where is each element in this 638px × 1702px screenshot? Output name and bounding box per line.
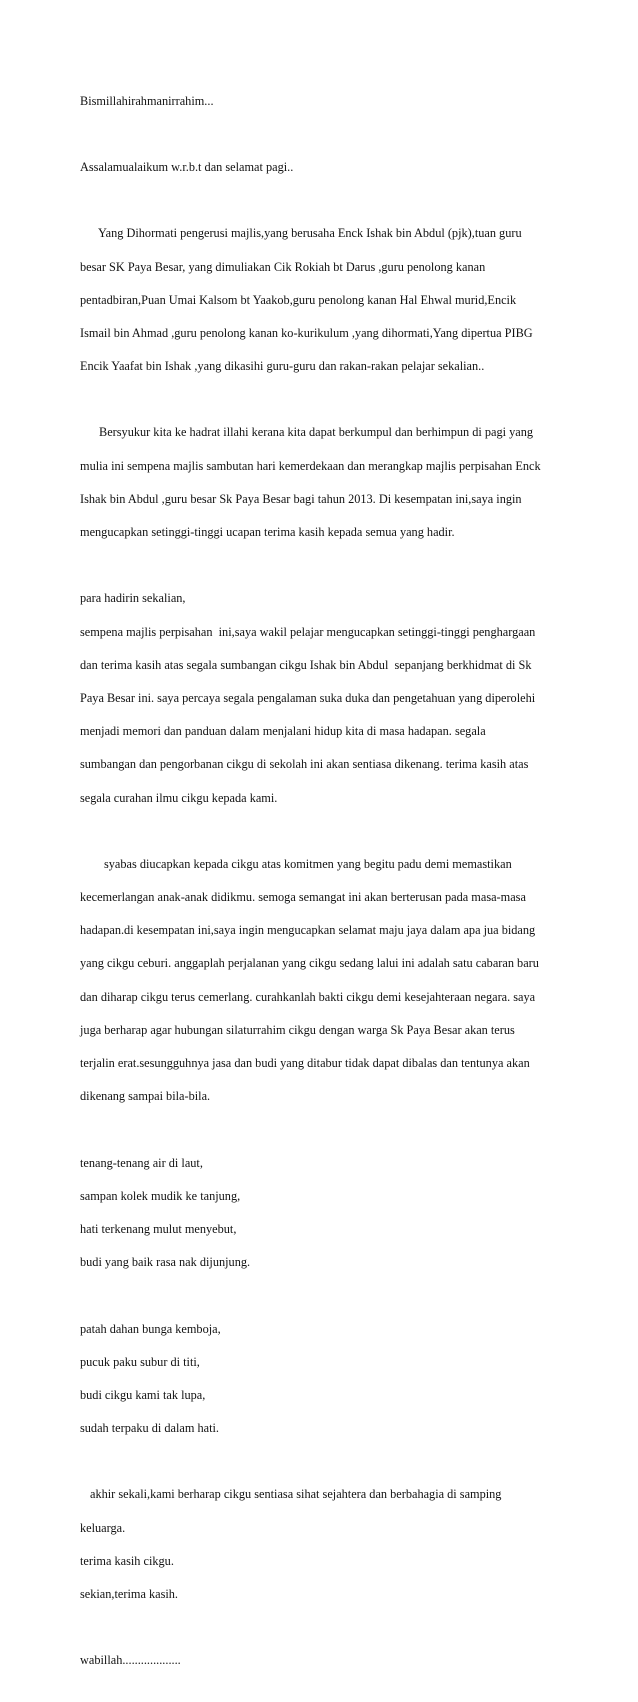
greeting-text: Assalamualaikum w.r.b.t dan selamat pagi.. [80,159,294,174]
gratitude-line: Bersyukur kita ke hadrat illahi kerana kita dapat berkumpul dan berhimpun di pagi yang [99,425,534,440]
pantun-line: sudah terpaku di dalam hati. [80,1421,219,1436]
farewell-line: para hadirin sekalian, [80,591,186,606]
salutation-paragraph [80,209,560,392]
greeting-line [80,142,560,192]
praise-paragraph [80,839,560,1121]
pantun-line: budi yang baik rasa nak dijunjung. [80,1255,251,1270]
salutation-line: besar SK Paya Besar, yang dimuliakan Cik Rokiah bt Darus ,guru penolong kanan [80,259,486,274]
gratitude-paragraph [80,408,560,557]
farewell-line: dan terima kasih atas segala sumbangan cikgu Ishak bin Abdul sepanjang berkhidmat di Sk [80,657,532,672]
opening-line [80,76,560,126]
pantun-line: patah dahan bunga kemboja, [80,1321,221,1336]
salutation-line: Encik Yaafat bin Ishak ,yang dikasihi guru-guru dan rakan-rakan pelajar sekalian.. [80,359,485,374]
closing-line: terima kasih cikgu. [80,1553,174,1568]
pantun-second [80,1304,560,1453]
ending-line [80,1636,560,1686]
pantun-line: pucuk paku subur di titi, [80,1354,200,1369]
pantun-line: tenang-tenang air di laut, [80,1155,203,1170]
pantun-line: budi cikgu kami tak lupa, [80,1387,206,1402]
salutation-line: Yang Dihormati pengerusi majlis,yang berusaha Enck Ishak bin Abdul (pjk),tuan guru [98,226,522,241]
farewell-line: Paya Besar ini. saya percaya segala pengalaman suka duka dan pengetahuan yang diperolehi [80,690,536,705]
salutation-line: Ismail bin Ahmad ,guru penolong kanan ko-kurikulum ,yang dihormati,Yang dipertua PIBG [80,325,533,340]
salutation-line: pentadbiran,Puan Umai Kalsom bt Yaakob,guru penolong kanan Hal Ehwal murid,Encik [80,292,517,307]
pantun-line: sampan kolek mudik ke tanjung, [80,1188,241,1203]
praise-line: dikenang sampai bila-bila. [80,1089,211,1104]
document-page [80,76,560,1702]
ending-text: wabillah................... [80,1653,181,1668]
praise-line: syabas diucapkan kepada cikgu atas komitmen yang begitu padu demi memastikan [104,856,512,871]
closing-paragraph [80,1470,560,1619]
gratitude-line: mengucapkan setinggi-tinggi ucapan terima kasih kepada semua yang hadir. [80,525,455,540]
pantun-first [80,1138,560,1287]
praise-line: juga berharap agar hubungan silaturrahim cikgu dengan warga Sk Paya Besar akan terus [80,1022,515,1037]
praise-line: hadapan.di kesempatan ini,saya ingin mengucapkan selamat maju jaya dalam apa jua bidang [80,923,536,938]
farewell-line: segala curahan ilmu cikgu kepada kami. [80,790,278,805]
praise-line: yang cikgu ceburi. anggaplah perjalanan yang cikgu sedang lalui ini adalah satu cabaran baru [80,956,539,971]
farewell-line: menjadi memori dan panduan dalam menjalani hidup kita di masa hadapan. segala [80,724,486,739]
praise-line: dan diharap cikgu terus cemerlang. curahkanlah bakti cikgu demi kesejahteraan negara. saya [80,989,536,1004]
closing-line: akhir sekali,kami berharap cikgu sentiasa sihat sejahtera dan berbahagia di samping [90,1487,502,1502]
opening-text: Bismillahirahmanirrahim... [80,93,214,108]
praise-line: terjalin erat.sesungguhnya jasa dan budi yang ditabur tidak dapat dibalas dan tentunya akan [80,1056,530,1071]
farewell-paragraph [80,574,560,823]
gratitude-line: mulia ini sempena majlis sambutan hari kemerdekaan dan merangkap majlis perpisahan Enck [80,458,541,473]
gratitude-line: Ishak bin Abdul ,guru besar Sk Paya Besar bagi tahun 2013. Di kesempatan ini,saya ingin [80,491,522,506]
closing-line: sekian,terima kasih. [80,1587,179,1602]
pantun-line: hati terkenang mulut menyebut, [80,1221,237,1236]
praise-line: kecemerlangan anak-anak didikmu. semoga semangat ini akan berterusan pada masa-masa [80,890,526,905]
closing-line: keluarga. [80,1520,126,1535]
farewell-line: sempena majlis perpisahan ini,saya wakil pelajar mengucapkan setinggi-tinggi penghargaan [80,624,536,639]
farewell-line: sumbangan dan pengorbanan cikgu di sekolah ini akan sentiasa dikenang. terima kasih atas [80,757,529,772]
